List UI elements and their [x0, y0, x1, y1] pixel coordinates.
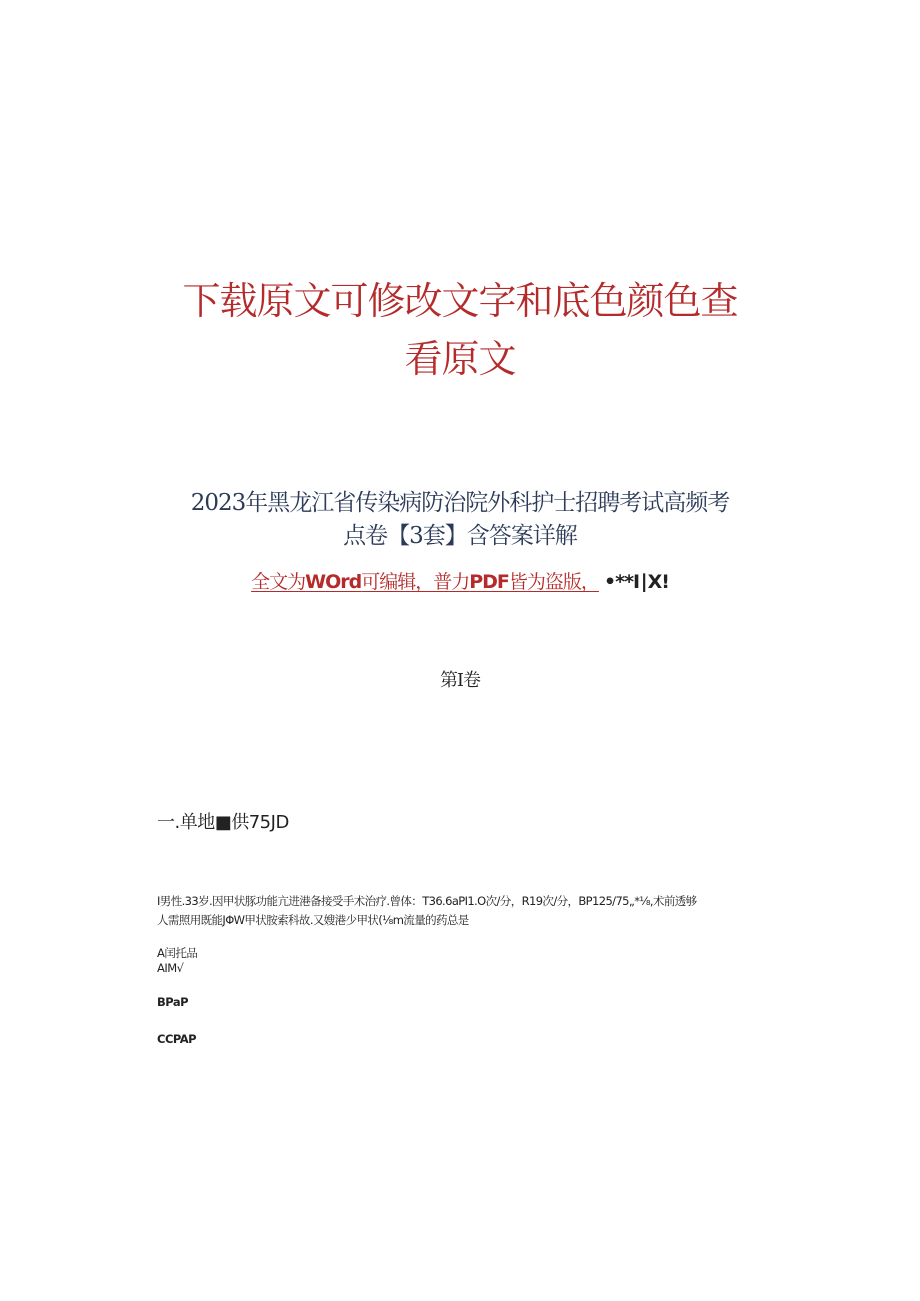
section-heading: 一.单地■供75JD: [157, 812, 289, 833]
notice-text: 全文为WOrd可编辑，普力PDF皆为盗版，: [251, 571, 599, 593]
option-a-extra: AIM√: [157, 961, 184, 975]
question-stem: [157, 892, 777, 930]
download-banner-line-2: 看原文: [404, 337, 516, 381]
option-c: CCPAP: [157, 1032, 197, 1046]
word-editable-notice: [0, 568, 920, 596]
volume-label: 第I卷: [439, 670, 481, 691]
document-title-line-2: 点卷【3套】含答案详解: [343, 523, 577, 549]
option-a: A闰托品: [157, 946, 198, 960]
download-banner-line-1: 下载原文可修改文字和底色颜色查: [182, 279, 738, 323]
option-b: BPaP: [157, 995, 189, 1009]
notice-symbols: •**I∣X!: [603, 571, 669, 593]
document-title-line-1: 2023年黑龙江省传染病防治院外科护士招聘考试高频考: [190, 490, 730, 516]
question-line-2: 人需照用既能JΦW甲状胺索科故.又嫂港少甲状(⅛m流量的药总是: [157, 913, 469, 927]
question-line-1: I男性.33岁.因甲状豚功能亢进港备接受手术治疗.曾体：T36.6aPI1.O次/分，R19次/分，BP125/75„*⅛,术前透够: [157, 894, 697, 908]
